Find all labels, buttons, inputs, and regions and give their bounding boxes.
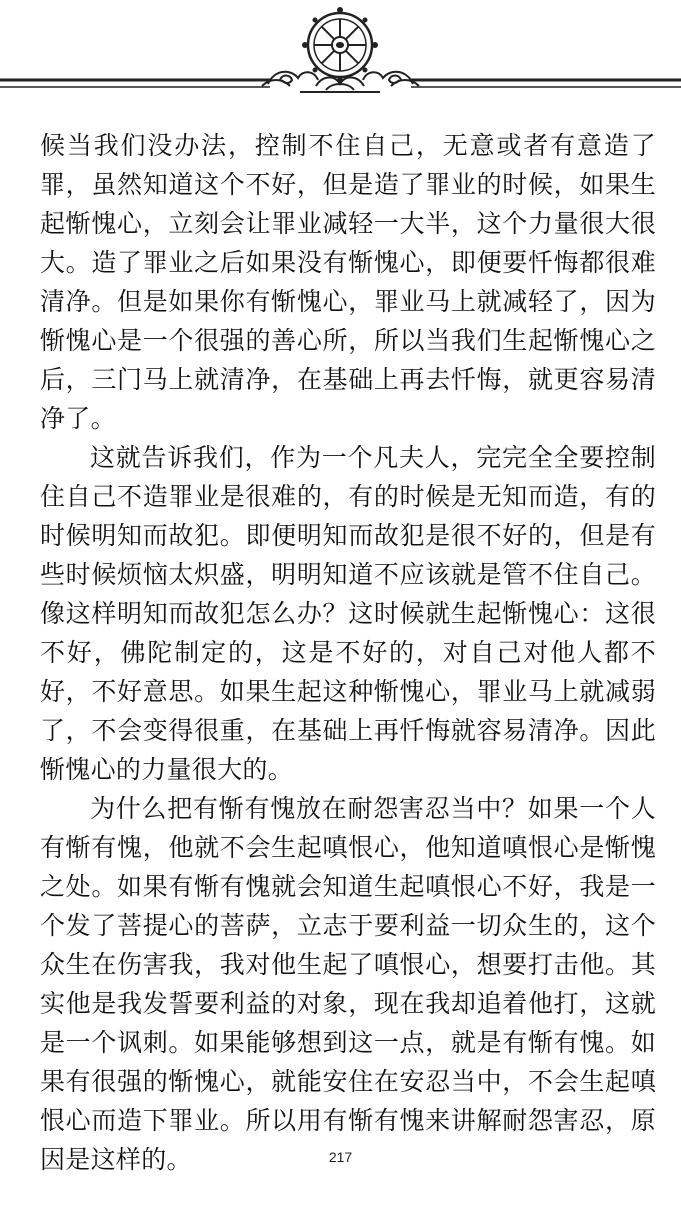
cloud-scroll-left-icon [262,72,318,86]
paragraph-1: 候当我们没办法，控制不住自己，无意或者有意造了罪，虽然知道这个不好，但是造了罪业的时候，如果生起惭愧心，立刻会让罪业减轻一大半，这个力量很大很大。造了罪业之后如果没有惭愧心，即便要忏悔都很难清净。但是如果你有惭愧心，罪业马上就减轻了，因为惭愧心是一个很强的善心所，所以当我们生起惭愧心之后，三门马上就清净，在基础上再去忏悔，就更容易清净了。 [40,131,656,433]
page-number: 217 [328,1149,353,1165]
paragraph-3: 为什么把有惭有愧放在耐怨害忍当中？如果一个人有惭有愧，他就不会生起嗔恨心，他知道嗔恨心是惭愧之处。如果有惭有愧就会知道生起嗔恨心不好，我是一个发了菩提心的菩萨，立志于要利益一切众生的，这个众生在伤害我，我对他生起了嗔恨心，想要打击他。其实他是我发誓要利益的对象，现在我却追着他打，这就是一个讽刺。如果能够想到这一点，就是有惭有愧。如果有很强的惭愧心，就能安住在安忍当中，不会生起嗔恨心而造下罪业。所以用有惭有愧来讲解耐怨害忍，原因是这样的。 [40,794,656,1174]
header-decoration [0,0,681,110]
dharma-wheel-icon [302,7,378,83]
page-body [40,126,656,1179]
cloud-scroll-right-icon [363,72,419,86]
header-rule-right [411,80,681,87]
page-header-ornament [0,0,681,110]
paragraph-2: 这就告诉我们，作为一个凡夫人，完完全全要控制住自己不造罪业是很难的，有的时候是无知而造，有的时候明知而故犯。即便明知而故犯是很不好的，但是有些时候烦恼太炽盛，明明知道不应该就是管不住自己。像这样明知而故犯怎么办？这时候就生起惭愧心：这很不好，佛陀制定的，这是不好的，对自己对他人都不好，不好意思。如果生起这种惭愧心，罪业马上就减弱了，不会变得很重，在基础上再忏悔就容易清净。因此惭愧心的力量很大的。 [40,443,656,784]
header-rule-left [0,80,270,87]
